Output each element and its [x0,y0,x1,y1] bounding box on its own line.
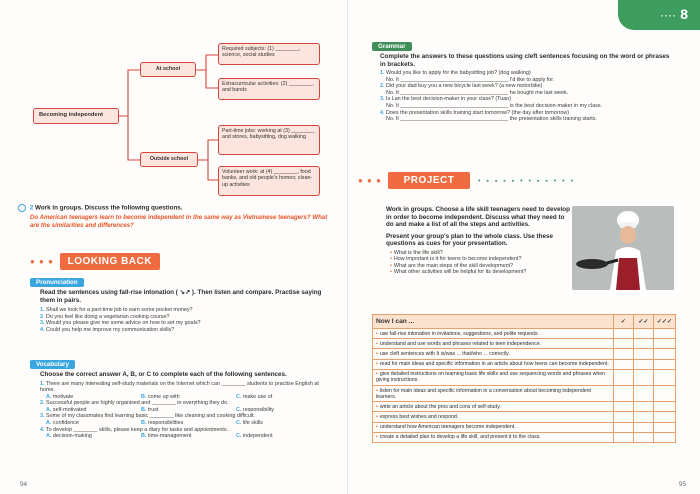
check-one-header: ✓ [613,315,633,329]
item-text: Could you help me improve my communication skills? [46,326,175,333]
list-item [40,314,330,321]
check-cell[interactable] [633,339,653,349]
vocabulary-tag: Vocabulary [30,360,75,369]
can-do-text: • understand how American teenagers become independent. [373,422,614,432]
unit-badge [618,0,700,30]
list-item [40,320,330,327]
item-number: 1. [380,70,385,76]
project-present: Present your group's plan to the whole class. Use these questions as cues for your presentation. [386,232,554,247]
page-number-left: 94 [20,481,28,488]
project-instruction: Work in groups. Choose a life skill teenagers need to develop in order to become independent. Discuss what they need to do and make a list of all the steps and activities. [386,206,570,228]
answer-options: A. decision-making B. time-management C. independent [46,433,273,440]
check-cell[interactable] [613,349,633,359]
list-item: • How important is it for teens to become independent? [390,256,570,263]
item-answer: No. It ____________________________________ the presentation skills training starts. [386,116,597,123]
now-i-can-table [372,314,676,443]
table-row [373,402,676,412]
can-do-text: • give detailed instructions on learning basic life skills and use sequencing words and phrases when giving instructions. [373,369,614,385]
can-do-text: • use cleft sentences with It is/was ... that/who ... correctly. [373,349,614,359]
check-cell[interactable] [653,402,675,412]
item-number: 4. [380,109,385,116]
check-three-header: ✓✓✓ [653,315,675,329]
left-page [0,0,348,494]
item-question: Would you like to apply for the babysitting job? (dog walking) [386,70,531,76]
check-cell[interactable] [653,329,675,339]
item-number: 2. [40,313,45,320]
item-text: To develop ________ skills, please keep a diary for tasks and appointments. [45,426,229,433]
pronunciation-tag: Pronunciation [30,278,84,287]
option-b[interactable]: come up with [147,393,180,400]
check-cell[interactable] [653,432,675,442]
table-row [373,359,676,369]
leaf-text: Volunteer work: at (4) ________, food banks, and old people's homes; clean-up activities [222,169,313,188]
page-number-right: 95 [678,481,686,488]
list-item [380,96,672,103]
item-text: Successful people are highly organised and ________ in everything they do. [46,400,229,407]
looking-back-header [30,256,160,267]
task-2-instruction: Work in groups. Discuss the following questions. [35,204,183,212]
list-item [40,400,330,407]
item-number: 2. [380,83,385,90]
option-a[interactable]: decision-making [52,433,92,440]
decorative-dots: • ▪ ▪ ▪ ▪ • • ▪ ▪ • • • [478,178,576,185]
list-item [40,427,330,434]
mindmap-at-school-node [140,62,196,77]
list-item [380,83,672,90]
answer-options: A. confidence B. responsibilities C. life skills [46,420,263,427]
decorative-dots: ● ● ● [358,176,382,185]
item-text: There are many interesting self-study materials on the Internet which can ________ students to practise English at home. [40,380,319,394]
check-cell[interactable] [653,369,675,385]
list-item [380,70,672,77]
answer-line[interactable] [380,77,672,84]
answer-line[interactable] [380,90,672,97]
option-a[interactable]: confidence [52,420,79,427]
task-2-block [18,204,328,229]
check-cell[interactable] [653,339,675,349]
mindmap-leaf-part-time-jobs [218,125,320,155]
item-number: 4. [40,426,45,433]
option-a[interactable]: motivate [52,393,74,400]
project-title: PROJECT [388,172,471,189]
task-number: 2 [29,204,34,212]
check-cell[interactable] [613,385,633,401]
mindmap-outside-school-label: Outside school [149,156,189,162]
table-row [373,385,676,401]
item-number: 4. [40,326,45,333]
grammar-tag: Grammar [372,42,412,51]
project-cues [390,250,570,276]
item-question: Is Lan the best decision-maker in your class? (Tuan) [386,96,512,103]
item-number: 3. [40,413,45,420]
now-i-can-table-wrap [372,314,676,443]
table-row [373,432,676,442]
check-cell[interactable] [633,369,653,385]
table-header-row [373,315,676,329]
item-number: 3. [40,320,45,327]
mindmap-leaf-required-subjects [218,43,320,65]
task-2-question: Do American teenagers learn to become independent in the same way as Vietnamese teenagers? What are the similarities and differences? [30,214,328,229]
decorative-dots: ···· [660,11,681,21]
mindmap-leaf-extracurricular [218,78,320,100]
check-cell[interactable] [633,349,653,359]
mindmap-main-node [33,108,119,124]
check-cell[interactable] [633,402,653,412]
can-do-text: • express best wishes and respond. [373,412,614,422]
option-b[interactable]: responsibilities [147,420,184,427]
grammar-section [372,42,672,123]
item-answer: No. It ____________________________________ is the best decision-maker in my class. [386,102,603,109]
vocabulary-section [30,360,330,440]
mindmap-outside-school-node [140,152,198,167]
can-do-text: • understand and use words and phrases related to teen independence. [373,339,614,349]
check-cell[interactable] [633,422,653,432]
looking-back-title: LOOKING BACK [60,253,160,270]
now-i-can-title: Now I can ... [373,315,614,329]
answer-options: A. self-motivated B. trust C. responsibility [46,406,275,413]
mindmap-main-label: Becoming independent [39,112,104,118]
option-b[interactable]: trust [147,406,159,413]
project-body [386,206,570,276]
option-c[interactable]: make use of [242,393,273,400]
item-number: 1. [40,380,45,387]
pronunciation-instruction: Read the sentences using fall-rise intonation ( ↘↗ ). Then listen and compare. Practise saying them in pairs. [40,289,322,304]
check-cell[interactable] [633,412,653,422]
check-cell[interactable] [613,369,633,385]
list-item [40,327,330,334]
leaf-text: Extracurricular activities: (2) ________, and bands [222,81,314,94]
check-cell[interactable] [613,432,633,442]
item-text: Do you feel like doing a vegetarian cooking course? [46,313,170,320]
item-answer: No. It ____________________________________ I'd like to apply for. [386,76,555,83]
check-cell[interactable] [613,329,633,339]
table-row [373,329,676,339]
option-b[interactable]: time-management [147,433,192,440]
table-row [373,422,676,432]
can-do-text: • read for main ideas and specific information in an article about how teens can become independent. [373,359,614,369]
mindmap-leaf-volunteer-work [218,166,320,196]
list-item [40,413,330,420]
discussion-icon [18,204,26,212]
table-row [373,369,676,385]
check-cell[interactable] [633,385,653,401]
check-cell[interactable] [633,329,653,339]
can-do-text: • listen for main ideas and specific information in a conversation about becoming independent learners. [373,385,614,401]
list-item [380,110,672,117]
vocabulary-instruction: Choose the correct answer A, B, or C to complete each of the following sentences. [40,371,287,378]
table-row [373,412,676,422]
check-cell[interactable] [633,359,653,369]
list-item: • What is the life skill? [390,250,570,257]
can-do-text: • write an article about the pros and cons of self-study. [373,402,614,412]
leaf-text: Required subjects: (1) ________, science, social studies [222,46,301,59]
check-cell[interactable] [613,339,633,349]
right-page [348,0,700,494]
vocabulary-list [40,381,330,440]
pronunciation-list [40,307,330,333]
leaf-text: Part-time jobs: working at (3) ________ and stores, babysitting, dog walking [222,128,315,141]
can-do-text: • use fall-rise intonation in invitations, suggestions, and polite requests. [373,329,614,339]
chef-photo [572,206,674,290]
answer-line[interactable] [380,103,672,110]
can-do-text: • create a detailed plan to develop a life skill, and present it to the class. [373,432,614,442]
decorative-dots: ● ● ● [30,257,54,266]
check-cell[interactable] [613,412,633,422]
check-cell[interactable] [653,422,675,432]
item-question: Did your dad buy you a new bicycle last week? (a new motorbike) [386,83,543,90]
answer-line[interactable] [380,116,672,123]
table-row [373,349,676,359]
check-cell[interactable] [613,422,633,432]
list-item: • What other activities will be helpful for its development? [390,269,570,276]
item-number: 1. [40,307,45,313]
option-c[interactable]: life skills [242,420,263,427]
table-row [373,339,676,349]
option-c[interactable]: independent [242,433,273,440]
project-header [358,175,678,186]
item-text: Shall we look for a part-time job to earn some pocket money? [46,307,193,313]
check-cell[interactable] [653,359,675,369]
item-number: 3. [380,96,385,103]
check-cell[interactable] [633,432,653,442]
chef-illustration [572,206,674,290]
check-cell[interactable] [613,359,633,369]
grammar-list [380,70,672,123]
option-c[interactable]: responsibility [242,406,275,413]
item-text: Some of my classmates find learning basic ________ like cleaning and cooking difficult. [46,413,256,420]
check-cell[interactable] [653,385,675,401]
unit-number: 8 [680,6,688,22]
item-number: 2. [40,400,45,407]
check-cell[interactable] [653,412,675,422]
check-cell[interactable] [613,402,633,412]
grammar-instruction: Complete the answers to these questions using cleft sentences focusing on the word or phrases in brackets. [380,53,670,68]
check-cell[interactable] [653,349,675,359]
list-item [40,307,330,314]
answer-options: A. motivate B. come up with C. make use of [46,393,273,400]
list-item [40,381,330,394]
item-text: Would you please give me some advice on how to set my goals? [46,320,201,327]
item-question: Does the presentation skills training start tomorrow? (the day after tomorrow) [386,109,570,116]
check-two-header: ✓✓ [633,315,653,329]
option-a[interactable]: self-motivated [52,406,87,413]
pronunciation-section [30,278,330,333]
mindmap-at-school-label: At school [155,66,181,72]
list-item: • What are the main steps of the skill development? [390,263,570,270]
item-answer: No. It ____________________________________ he bought me last week. [386,89,569,96]
